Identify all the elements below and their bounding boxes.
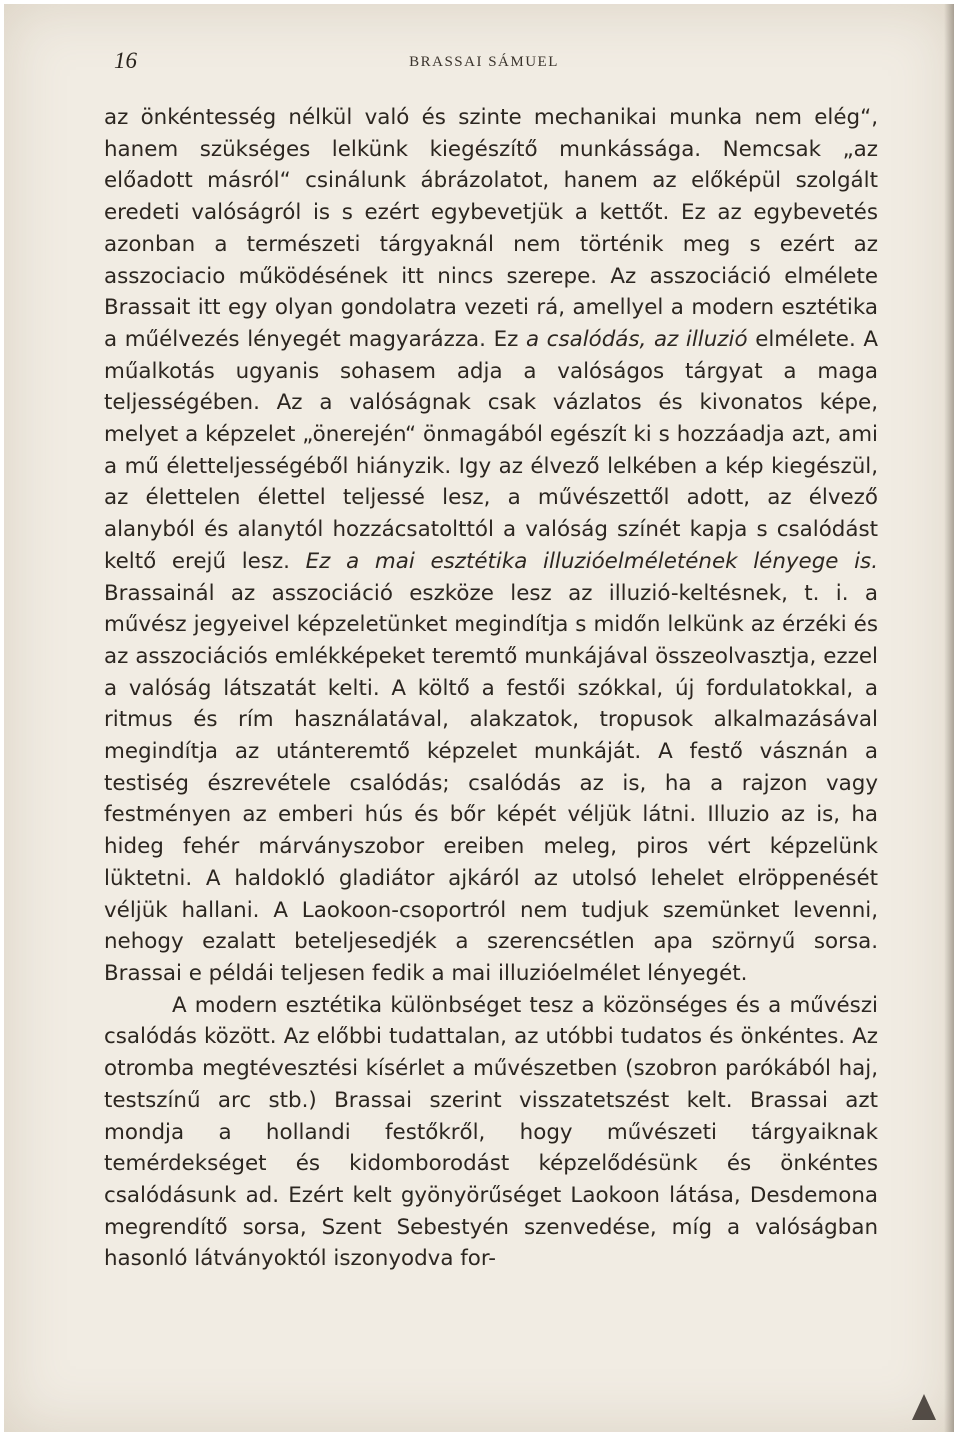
page-header (4, 48, 954, 78)
text-segment: elmélete. A műalkotás ugyanis sohasem adja a valóságos tárgyat a maga teljességében. Az a valóságnak csak vázlatos és kivonatos képe, melyet a képzelet „önerején“ önmagából egészít ki s hozzáadja azt, ami a mű életteljességéből hiányzik. Igy az élvező lelkében a kép kiegészül, az élettelen élettel teljessé lesz, a művészettől adott, az élvező alanyból és alanytól hozzácsatolttól a valóság színét kapja s csalódást keltő erejű lesz. (104, 326, 878, 574)
book-page (4, 4, 954, 1432)
text-segment: Brassainál az asszociáció eszköze lesz az illuzió-keltésnek, t. i. a művész jegyeivel képzeletünket megindítja s midőn lelkünk az érzéki és az asszociációs emlékképeket teremtő munkájával összeolvasztja, ezzel a valóság látszatát kelti. A költő a festői szókkal, új fordulatokkal, a ritmus és rím használatával, alakzatok, tropusok alkalmazásával megindítja az utánteremtő képzelet munkáját. A festő vásznán a testiség észrevétele csalódás; csalódás az is, ha a rajzon vagy festményen az emberi hús és bőr képét véljük látni. Illuzio az is, ha hideg fehér márványszobor ereiben meleg, piros vért képzelünk lüktetni. A haldokló gladiátor ajkáról az utolsó lehelet elröppenését véljük hallani. A Laokoon-csoportról nem tudjuk szemünket levenni, nehogy ezalatt beteljesedjék a szerencsétlen apa szörnyű sorsa. Brassai e példái teljesen fedik a mai illuzióelmélet lényegét. (104, 580, 878, 986)
text-segment: A modern esztétika különbséget tesz a közönséges és a művészi csalódás között. Az előbbi tudattalan, az utóbbi tudatos és önkéntes. Az otromba megtévesztési kísérlet a művészetben (szobron parókából haj, testszínű arc stb.) Brassai szerint visszatetszést kelt. Brassai azt mondja a hollandi festőkről, hogy művészeti tárgyaiknak temérdekséget és kidomborodást képzelődésünk és önkéntes csalódásunk ad. Ezért kelt gyönyörűséget Laokoon látása, Desdemona megrendítő sorsa, Szent Sebestyén szenvedése, míg a valóságban hasonló látványoktól iszonyodva for- (104, 992, 878, 1272)
text-segment: az önkéntesség nélkül való és szinte mechanikai munka nem elég“, hanem szükséges lelkünk kiegészítő munkássága. Nemcsak „az előadott másról“ csinálunk ábrázolatot, hanem az előképül szolgált eredeti valóságról is s ezért egybevetjük a kettőt. Ez az egybevetés azonban a természeti tárgyaknál nem történik meg s ezért az asszociacio működésének itt nincs szerepe. Az asszociáció elmélete Brassait itt egy olyan gondolatra vezeti rá, amellyel a modern esztétika a műélvezés lényegét magyarázza. Ez (104, 105, 878, 352)
body-text (104, 102, 878, 1275)
paragraph-1 (104, 102, 878, 990)
italic-segment: Ez a mai esztétika illuzióelméletének lényege is. (305, 548, 878, 574)
page-number: 16 (114, 48, 137, 73)
running-head: BRASSAI SÁMUEL (409, 54, 559, 70)
italic-segment: a csalódás, az illuzió (525, 326, 748, 352)
paragraph-2 (104, 990, 878, 1275)
page-corner-mark (908, 1384, 940, 1424)
